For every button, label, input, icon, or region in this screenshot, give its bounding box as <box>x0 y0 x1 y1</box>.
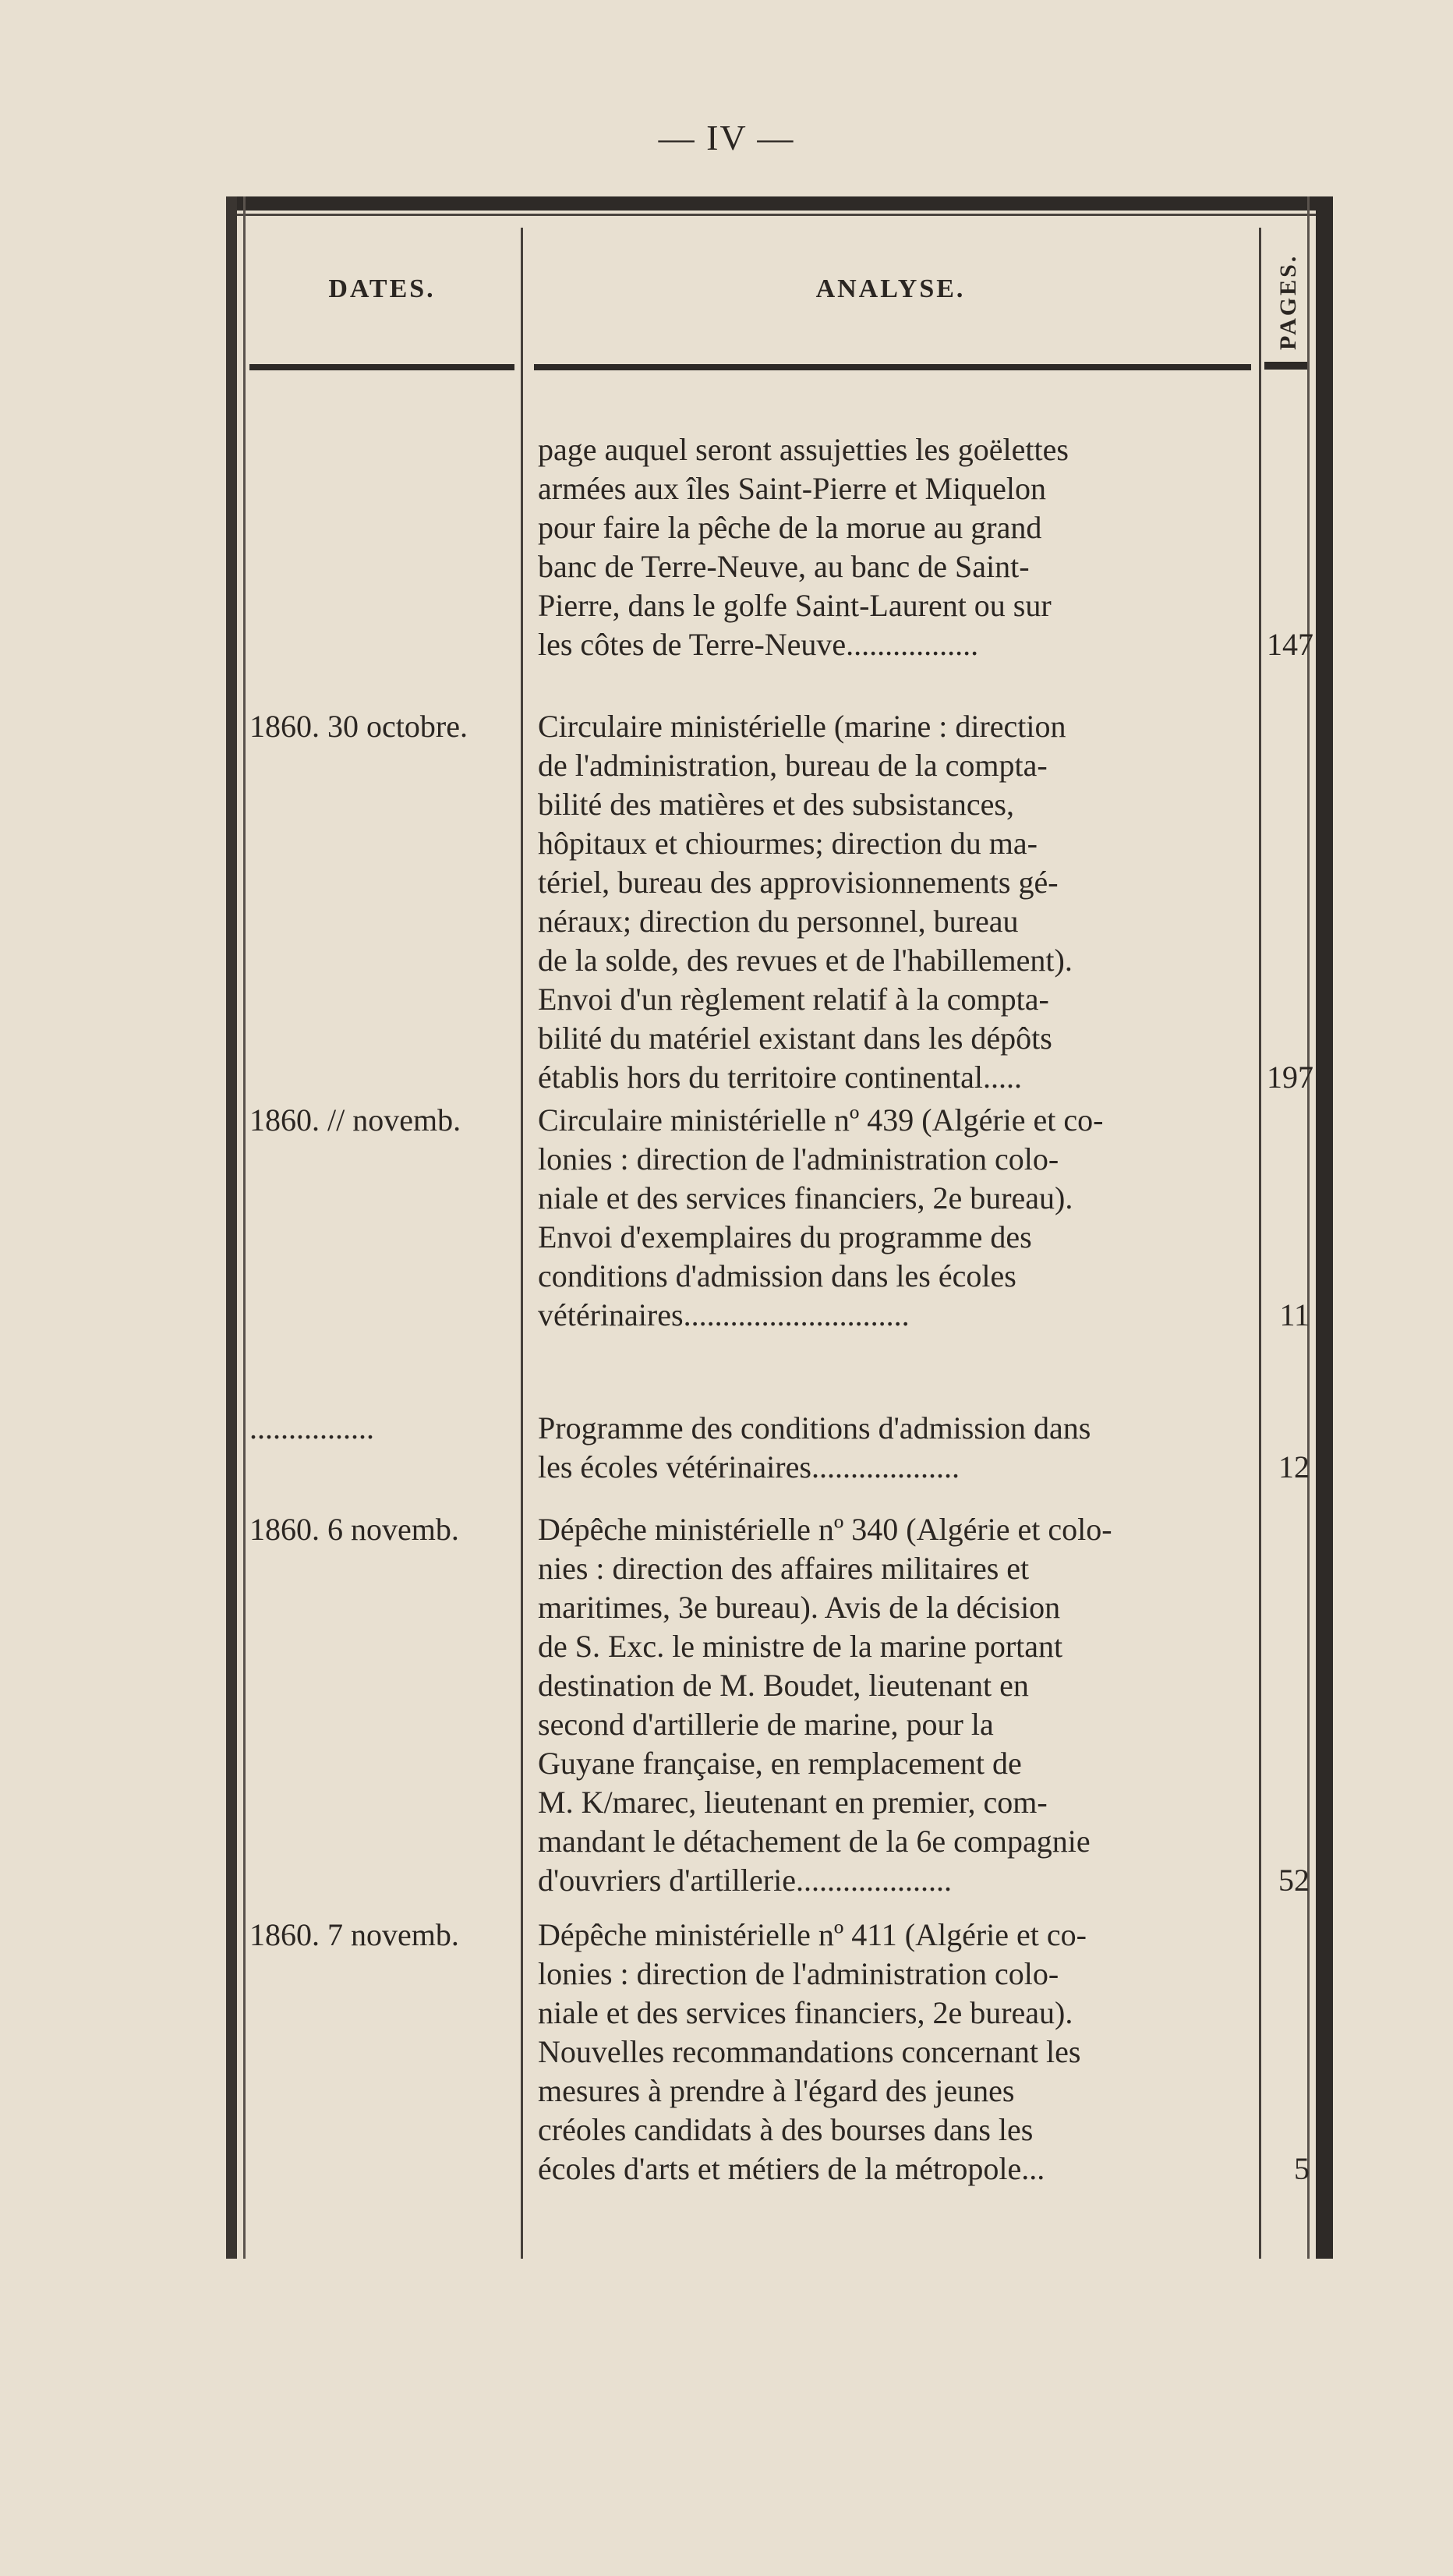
entry-analysis <box>538 1101 1251 1335</box>
analysis-line: bilité du matériel existant dans les dépôts <box>538 1021 1052 1056</box>
analysis-line: de l'administration, bureau de la compta- <box>538 748 1048 783</box>
header-rule-pages <box>1264 362 1307 370</box>
entry-date: 1860. 30 octobre. <box>249 709 468 744</box>
table-border-top <box>226 196 1333 211</box>
analysis-line: écoles d'arts et métiers de la métropole... <box>538 2151 1045 2186</box>
table-row <box>226 1101 1333 1335</box>
analysis-line: niale et des services financiers, 2e bureau). <box>538 1180 1073 1215</box>
entry-date: ................ <box>249 1410 374 1445</box>
analysis-line: Envoi d'un règlement relatif à la compta- <box>538 982 1049 1017</box>
table-border-top-inner <box>226 214 1333 216</box>
entry-date: 1860. // novemb. <box>249 1102 461 1138</box>
analysis-line: Nouvelles recommandations concernant les <box>538 2034 1081 2069</box>
analysis-line: vétérinaires............................. <box>538 1297 910 1332</box>
table-row <box>226 430 1333 664</box>
table-row <box>226 1409 1333 1487</box>
header-rule-analyse <box>534 364 1251 370</box>
analysis-line: mandant le détachement de la 6e compagnie <box>538 1824 1091 1859</box>
analysis-line: M. K/marec, lieutenant en premier, com- <box>538 1785 1048 1820</box>
index-table <box>226 196 1333 2259</box>
analysis-line: lonies : direction de l'administration colo- <box>538 1956 1059 1991</box>
analysis-line: bilité des matières et des subsistances, <box>538 787 1014 822</box>
entry-page: 11 <box>1279 1297 1310 1332</box>
entry-page: 147 <box>1267 627 1313 662</box>
analysis-line: les côtes de Terre-Neuve................. <box>538 627 979 662</box>
analysis-line: d'ouvriers d'artillerie.................... <box>538 1863 952 1898</box>
analysis-line: hôpitaux et chiourmes; direction du ma- <box>538 826 1038 861</box>
analysis-line: créoles candidats à des bourses dans les <box>538 2112 1034 2147</box>
analysis-line: néraux; direction du personnel, bureau <box>538 904 1019 939</box>
analysis-line: Circulaire ministérielle (marine : direction <box>538 709 1066 744</box>
analysis-line: pour faire la pêche de la morue au grand <box>538 510 1042 545</box>
header-dates: DATES. <box>328 274 436 303</box>
header-analyse: ANALYSE. <box>815 274 966 303</box>
analysis-line: Dépêche ministérielle nº 411 (Algérie et co- <box>538 1917 1087 1952</box>
entry-page: 52 <box>1278 1863 1310 1898</box>
entry-page: 5 <box>1294 2151 1310 2186</box>
analysis-line: lonies : direction de l'administration colo- <box>538 1141 1059 1177</box>
analysis-line: armées aux îles Saint-Pierre et Miquelon <box>538 471 1047 506</box>
analysis-line: mesures à prendre à l'égard des jeunes <box>538 2073 1015 2108</box>
entry-analysis <box>538 1409 1251 1487</box>
analysis-line: Guyane française, en remplacement de <box>538 1746 1022 1781</box>
entry-page: 197 <box>1267 1060 1313 1095</box>
entry-analysis <box>538 430 1251 664</box>
entry-page: 12 <box>1278 1449 1310 1484</box>
analysis-line: de la solde, des revues et de l'habillement). <box>538 943 1073 978</box>
entry-date: 1860. 6 novemb. <box>249 1512 459 1547</box>
analysis-line: maritimes, 3e bureau). Avis de la décision <box>538 1590 1061 1625</box>
entry-date: 1860. 7 novemb. <box>249 1917 459 1952</box>
header-pages: PAGES. <box>1275 253 1301 350</box>
analysis-line: nies : direction des affaires militaires et <box>538 1551 1030 1586</box>
analysis-line: établis hors du territoire continental..... <box>538 1060 1022 1095</box>
analysis-line: Envoi d'exemplaires du programme des <box>538 1219 1032 1254</box>
analysis-line: destination de M. Boudet, lieutenant en <box>538 1668 1029 1703</box>
header-rule-dates <box>249 364 514 370</box>
analysis-line: niale et des services financiers, 2e bureau). <box>538 1995 1073 2030</box>
analysis-line: tériel, bureau des approvisionnements gé- <box>538 865 1059 900</box>
analysis-line: Circulaire ministérielle nº 439 (Algérie et co- <box>538 1102 1104 1138</box>
entry-analysis <box>538 707 1251 1097</box>
table-row <box>226 1916 1333 2189</box>
analysis-line: les écoles vétérinaires................... <box>538 1449 960 1484</box>
analysis-line: banc de Terre-Neuve, au banc de Saint- <box>538 549 1030 584</box>
analysis-line: Programme des conditions d'admission dans <box>538 1410 1091 1445</box>
analysis-line: page auquel seront assujetties les goëlettes <box>538 432 1069 467</box>
entry-analysis <box>538 1916 1251 2189</box>
table-row <box>226 1510 1333 1900</box>
analysis-line: second d'artillerie de marine, pour la <box>538 1707 994 1742</box>
analysis-line: Dépêche ministérielle nº 340 (Algérie et colo- <box>538 1512 1112 1547</box>
table-row <box>226 707 1333 1097</box>
analysis-line: Pierre, dans le golfe Saint-Laurent ou sur <box>538 588 1052 623</box>
analysis-line: conditions d'admission dans les écoles <box>538 1258 1016 1293</box>
entry-analysis <box>538 1510 1251 1900</box>
page-number: — IV — <box>658 118 795 157</box>
analysis-line: de S. Exc. le ministre de la marine portant <box>538 1629 1063 1664</box>
